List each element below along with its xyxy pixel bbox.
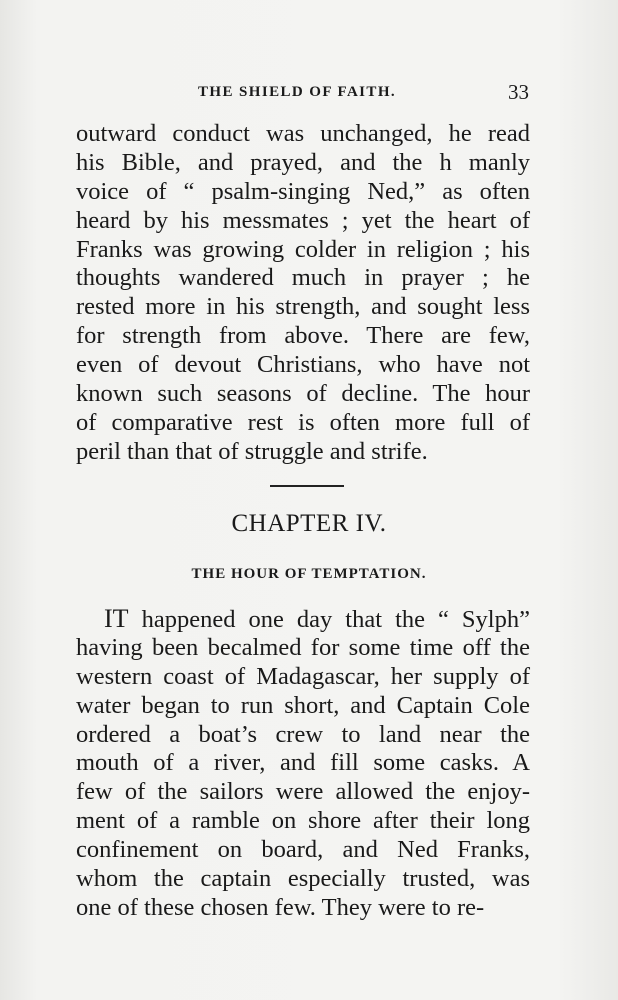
drop-cap: IT bbox=[104, 604, 129, 633]
text-line: peril than that of struggle and strife. bbox=[76, 437, 428, 465]
text-line: known such seasons of decline. The hour bbox=[76, 380, 530, 408]
text-line: whom the captain especially trusted, was bbox=[76, 865, 530, 893]
text-line: ordered a boat’s crew to land near the bbox=[76, 720, 530, 748]
text-line: few of the sailors were allowed the enjoy- bbox=[76, 778, 530, 806]
text-line: heard by his messmates ; yet the heart of bbox=[76, 206, 530, 234]
text-line: his Bible, and prayed, and the h manly bbox=[76, 148, 530, 176]
running-header bbox=[0, 82, 618, 104]
chapter-subtitle: THE HOUR OF TEMPTATION. bbox=[191, 566, 427, 582]
paragraph-1 bbox=[76, 120, 530, 467]
text-line: outward conduct was unchanged, he read bbox=[76, 120, 530, 147]
text-line: rested more in his strength, and sought less bbox=[76, 293, 530, 321]
text-line: one of these chosen few. They were to re- bbox=[76, 893, 485, 921]
text-line-first bbox=[76, 605, 530, 634]
text-line: Franks was growing colder in religion ; his bbox=[76, 235, 530, 263]
text-line: confinement on board, and Ned Franks, bbox=[76, 836, 530, 864]
chapter-title: CHAPTER IV. bbox=[231, 510, 387, 537]
page-number: 33 bbox=[508, 80, 529, 104]
text-line: voice of “ psalm-singing Ned,” as often bbox=[76, 177, 530, 205]
text-line: mouth of a river, and fill some casks. A bbox=[76, 749, 530, 777]
text-line: of comparative rest is often more full of bbox=[76, 408, 530, 436]
paragraph-2 bbox=[76, 605, 530, 923]
text-line: having been becalmed for some time off the bbox=[76, 633, 530, 661]
text-line: thoughts wandered much in prayer ; he bbox=[76, 264, 530, 292]
running-title: THE SHIELD OF FAITH. bbox=[198, 84, 397, 100]
section-divider bbox=[270, 485, 344, 487]
first-line-text: happened one day that the “ Sylph” bbox=[128, 606, 530, 633]
text-line: ment of a ramble on shore after their long bbox=[76, 807, 530, 835]
text-line: for strength from above. There are few, bbox=[76, 322, 530, 350]
text-line: water began to run short, and Captain Cole bbox=[76, 691, 530, 719]
text-line: even of devout Christians, who have not bbox=[76, 351, 530, 379]
text-line: western coast of Madagascar, her supply of bbox=[76, 662, 530, 690]
